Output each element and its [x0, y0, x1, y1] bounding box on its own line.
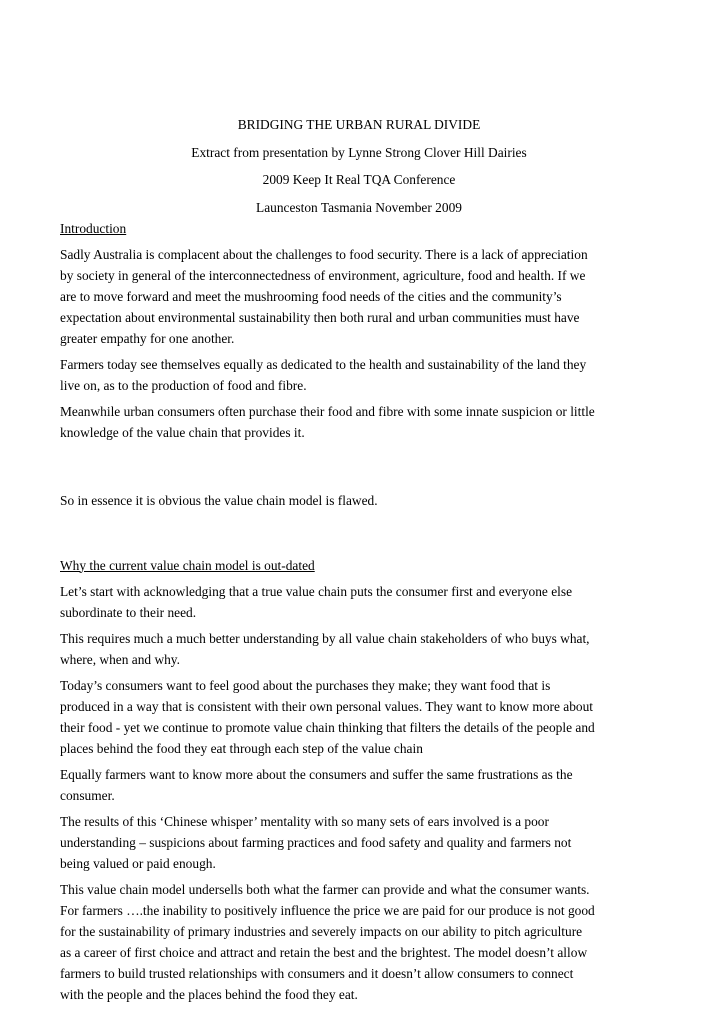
text-line: being valued or paid enough.: [60, 855, 216, 871]
text-line: greater empathy for one another.: [60, 330, 235, 346]
text-line: places behind the food they eat through each step of the value chain: [60, 740, 423, 756]
document-page: [60, 117, 658, 1010]
text-line: consumer.: [60, 787, 115, 803]
paragraph: [60, 244, 658, 349]
paragraph: [60, 448, 658, 553]
section-heading: Why the current value chain model is out-dated: [60, 557, 315, 573]
text-line: Let’s start with acknowledging that a true value chain puts the consumer first and everyone else: [60, 583, 573, 599]
text-line: live on, as to the production of food and fibre.: [60, 377, 307, 393]
text-line: with the people and the places behind the food they eat.: [60, 986, 358, 1002]
text-line: Sadly Australia is complacent about the challenges to food security. There is a lack of appreciation: [60, 246, 588, 262]
text-line: Farmers today see themselves equally as dedicated to the health and sustainability of the land they: [60, 356, 587, 372]
paragraph: [60, 811, 658, 874]
text-line: This requires much a much better understanding by all value chain stakeholders of who buys what,: [60, 630, 590, 646]
text-line: So in essence it is obvious the value chain model is flawed.: [60, 492, 378, 508]
text-line: understanding – suspicions about farming practices and food safety and quality and farmers not: [60, 834, 572, 850]
section-heading: Introduction: [60, 220, 127, 236]
paragraph: [60, 581, 658, 623]
text-line: their food - yet we continue to promote value chain thinking that filters the details of the people and: [60, 719, 595, 735]
paragraph: [60, 354, 658, 396]
section-value-chain: [60, 558, 658, 1005]
text-line: as a career of first choice and attract and retain the best and the brightest. The model doesn’t allow: [60, 944, 588, 960]
text-line: expectation about environmental sustainability then both rural and urban communities must have: [60, 309, 580, 325]
text-line: Meanwhile urban consumers often purchase their food and fibre with some innate suspicion or little: [60, 403, 595, 419]
text-line: by society in general of the interconnectedness of environment, agriculture, food and health. If we: [60, 267, 586, 283]
text-line: produced in a way that is consistent with their own personal values. They want to know more about: [60, 698, 594, 714]
text-line: The results of this ‘Chinese whisper’ mentality with so many sets of ears involved is a poor: [60, 813, 549, 829]
text-line: This value chain model undersells both what the farmer can provide and what the consumer wants.: [60, 881, 590, 897]
text-line: for the sustainability of primary industries and severely impacts on our ability to pitch agriculture: [60, 923, 583, 939]
text-line: are to move forward and meet the mushrooming food needs of the cities and the community’s: [60, 288, 562, 304]
conference-name: 2009 Keep It Real TQA Conference: [262, 172, 456, 187]
paragraph: [60, 401, 658, 443]
text-line: subordinate to their need.: [60, 604, 197, 620]
document-subtitle: Extract from presentation by Lynne Strong Clover Hill Dairies: [191, 144, 527, 160]
text-line: Today’s consumers want to feel good about the purchases they make; they want food that is: [60, 677, 551, 693]
paragraph: [60, 675, 658, 759]
text-line: where, when and why.: [60, 651, 180, 667]
text-line: farmers to build trusted relationships with consumers and it doesn’t allow consumers to connect: [60, 965, 574, 981]
text-line: For farmers ….the inability to positively influence the price we are paid for our produce is not good: [60, 902, 595, 918]
section-introduction: [60, 221, 658, 553]
paragraph: [60, 764, 658, 806]
paragraph: [60, 879, 658, 1005]
text-line: knowledge of the value chain that provides it.: [60, 424, 305, 440]
conference-location: Launceston Tasmania November 2009: [256, 199, 462, 215]
document-title: BRIDGING THE URBAN RURAL DIVIDE: [237, 117, 481, 132]
paragraph: [60, 628, 658, 670]
text-line: Equally farmers want to know more about the consumers and suffer the same frustrations as the: [60, 766, 573, 782]
